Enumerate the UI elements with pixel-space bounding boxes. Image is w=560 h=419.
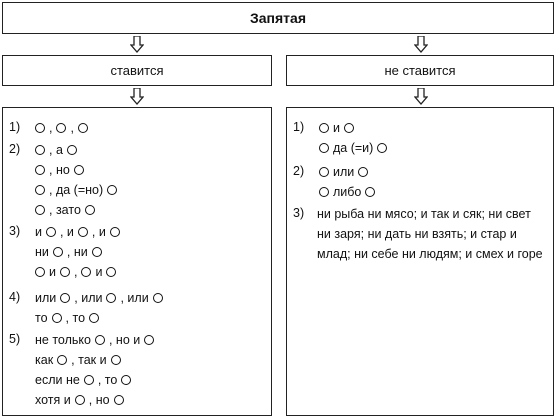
connector-text: то [35,311,48,325]
clause-circle-icon [81,267,91,277]
connector-text: , то [65,311,86,325]
clause-circle-icon [57,355,67,365]
rule-number: 3) [293,206,305,220]
clause-circle-icon [107,185,117,195]
rule-line [317,162,547,182]
rule-line [33,160,265,180]
connector-text: и [333,121,340,135]
rule-line [33,222,265,242]
connector-text: , но [49,163,70,177]
clause-circle-icon [67,145,77,155]
column-header-not-placed: не ставится [286,55,554,86]
arrow-down-icon [130,36,144,54]
rule-line [33,242,265,262]
clause-circle-icon [121,375,131,385]
clause-circle-icon [78,123,88,133]
connector-text: и [49,265,56,279]
rule-lines [317,118,547,158]
rule-line [33,330,265,350]
rule-lines [33,288,265,328]
arrow-down-icon [414,36,428,54]
rule-lines [33,330,265,410]
connector-text: , и [59,225,74,239]
rule-number: 1) [293,120,305,134]
rule-line [33,118,265,138]
connector-text: да (=и) [333,141,374,155]
connector-text: , [70,121,74,135]
clause-circle-icon [319,167,329,177]
connector-text: , но [88,393,110,407]
clause-circle-icon [110,227,120,237]
connector-text: и [35,225,42,239]
connector-text: или [35,291,57,305]
rule-text: ни рыба ни мясо; и так и сяк; ни свет ни заря; ни дать ни взять; и стар и млад; ни себе ни людям; и смех и горе [317,207,543,261]
connector-text: хотя и [35,393,71,407]
clause-circle-icon [92,247,102,257]
clause-circle-icon [35,145,45,155]
rule-lines [317,162,547,202]
connector-text: как [35,353,54,367]
clause-circle-icon [35,185,45,195]
rule-line [33,350,265,370]
clause-circle-icon [35,205,45,215]
rule-line [33,140,265,160]
clause-circle-icon [95,335,105,345]
clause-circle-icon [114,395,124,405]
clause-circle-icon [60,267,70,277]
clause-circle-icon [106,293,116,303]
clause-circle-icon [35,123,45,133]
rule-line [33,288,265,308]
clause-circle-icon [46,227,56,237]
clause-circle-icon [344,123,354,133]
clause-circle-icon [144,335,154,345]
rule-number: 4) [9,290,21,304]
connector-text: если не [35,373,80,387]
column-header-placed: ставится [2,55,272,86]
rule-line [33,370,265,390]
rule-number: 1) [9,120,21,134]
rule-number: 2) [9,142,21,156]
clause-circle-icon [74,165,84,175]
clause-circle-icon [358,167,368,177]
clause-circle-icon [35,267,45,277]
clause-circle-icon [111,355,121,365]
rule-line [33,262,265,282]
connector-text: , и [91,225,106,239]
connector-text: и [95,265,103,279]
connector-text: , [49,121,53,135]
rule-line [33,200,265,220]
connector-text: , так и [71,353,107,367]
connector-text: , или [120,291,149,305]
connector-text: , да (=но) [49,183,104,197]
connector-text: , или [74,291,103,305]
rule-number: 5) [9,332,21,346]
clause-circle-icon [319,123,329,133]
clause-circle-icon [84,375,94,385]
arrow-down-icon [414,88,428,106]
arrow-down-icon [130,88,144,106]
rule-line [33,180,265,200]
rule-number: 2) [293,164,305,178]
clause-circle-icon [377,143,387,153]
clause-circle-icon [365,187,375,197]
connector-text: не только [35,333,91,347]
rule-lines [33,140,265,220]
clause-circle-icon [56,123,66,133]
rule-line [317,182,547,202]
connector-text: ни [35,245,49,259]
rules-not-placed-box [286,107,554,416]
clause-circle-icon [75,395,85,405]
clause-circle-icon [319,143,329,153]
connector-text: , зато [49,203,81,217]
connector-text: , [73,265,78,279]
rule-line [33,308,265,328]
rule-line [317,118,547,138]
connector-text: либо [333,185,362,199]
rules-placed-box [2,107,272,416]
connector-text: или [333,165,355,179]
diagram-title: Запятая [2,2,554,34]
connector-text: , то [97,373,118,387]
clause-circle-icon [60,293,70,303]
rule-lines [317,204,547,264]
clause-circle-icon [89,313,99,323]
clause-circle-icon [53,247,63,257]
clause-circle-icon [106,267,116,277]
rule-line [33,390,265,410]
rule-lines [33,118,265,138]
rule-number: 3) [9,224,21,238]
clause-circle-icon [85,205,95,215]
connector-text: , но и [108,333,141,347]
connector-text: , а [49,143,63,157]
clause-circle-icon [78,227,88,237]
clause-circle-icon [52,313,62,323]
clause-circle-icon [35,165,45,175]
connector-text: , ни [66,245,88,259]
clause-circle-icon [153,293,163,303]
clause-circle-icon [319,187,329,197]
rule-lines [33,222,265,282]
rule-line [317,138,547,158]
